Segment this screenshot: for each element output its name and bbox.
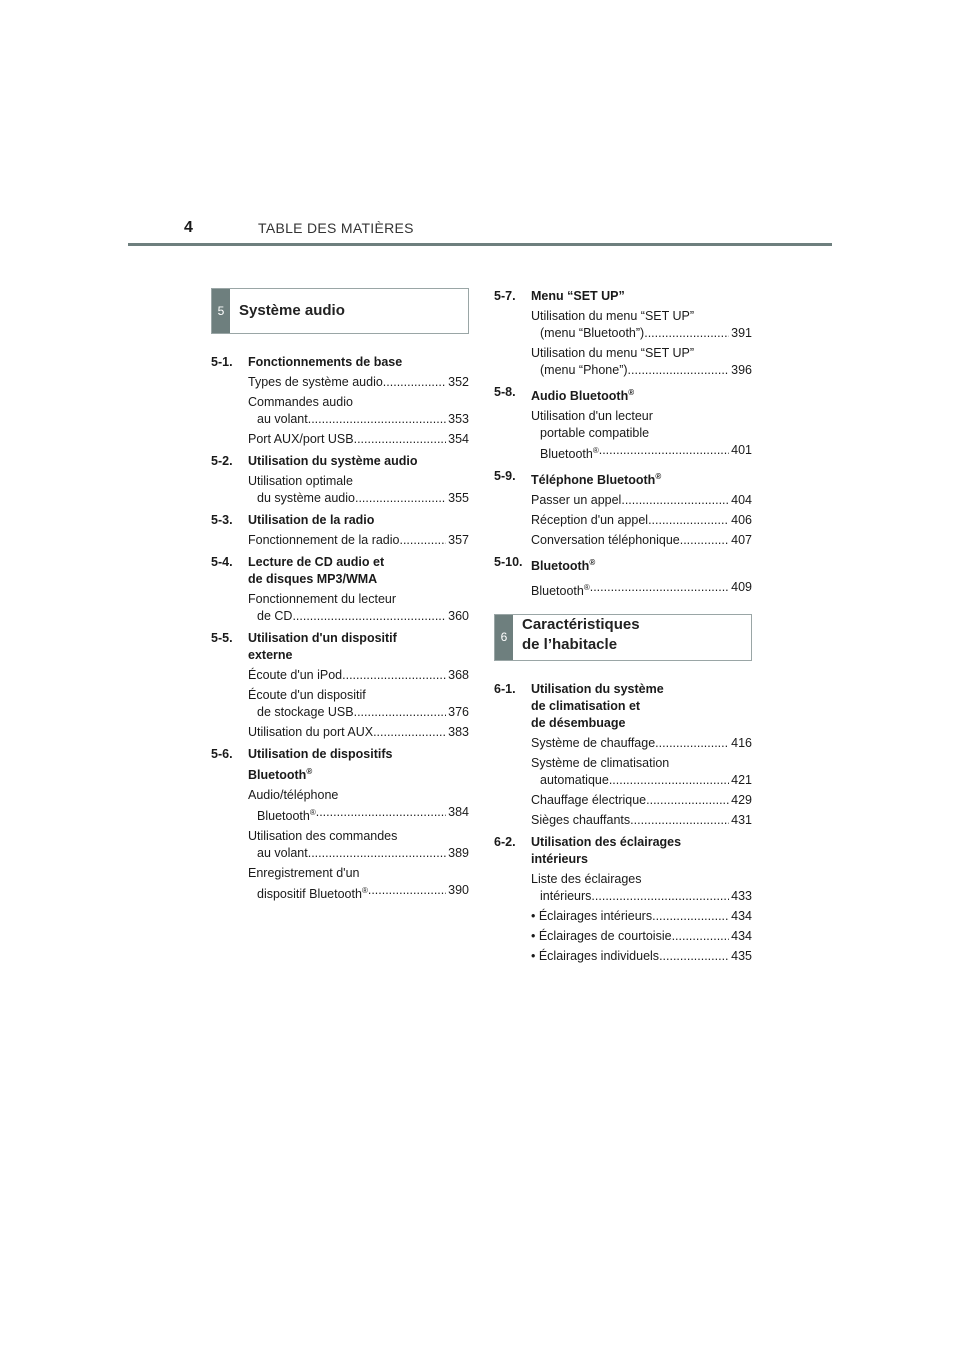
entry-page: 404 [731,493,752,508]
toc-chapter [494,384,752,463]
toc-chapter [211,554,469,625]
entry-text: de stockage USB [257,705,354,719]
chapter-number: 5-9. [494,469,516,484]
entry-page: 352 [448,375,469,389]
chapter-heading[interactable] [494,288,752,305]
entry-page: 384 [448,805,469,820]
leader-dots [655,735,729,752]
entry-page: 401 [731,443,752,458]
entry-page: 353 [448,412,469,426]
chapter-number: 5-10. [494,555,523,570]
chapter-heading[interactable] [211,354,469,371]
chapter-heading[interactable] [211,512,469,529]
entry-text: Types de système audio [248,375,383,389]
toc-entry[interactable] [211,431,469,448]
entry-page: 433 [731,888,752,903]
chapter-heading[interactable] [211,630,469,664]
entry-text: Conversation téléphonique [531,533,680,548]
chapter-list [494,681,752,965]
leader-dots [599,442,729,463]
leader-dots [342,667,446,684]
toc-chapter [211,453,469,507]
leader-dots [680,532,729,549]
toc-entry[interactable] [494,871,752,905]
entry-page: 368 [448,668,469,682]
entry-text: Chauffage électrique [531,792,647,807]
chapter-number: 5-7. [494,289,516,303]
entry-page: 407 [731,533,752,548]
leader-dots [646,792,729,809]
toc-entry[interactable] [494,812,752,829]
section-title: Système audio [239,302,345,319]
leader-dots [621,492,729,509]
entry-text: • Éclairages intérieurs [531,908,653,923]
chapter-number: 5-6. [211,747,233,761]
entry-text: de CD [257,609,293,623]
entry-text: Fonctionnement du lecteur [248,592,397,606]
entry-page: 376 [448,705,469,719]
entry-text: Bluetooth® [531,582,590,598]
chapter-title: Utilisation de la radio [248,513,375,527]
leader-dots [399,532,446,549]
chapter-heading[interactable] [494,834,752,868]
header-rule [128,243,832,246]
toc-chapter [211,746,469,903]
entry-text: Fonctionnement de la radio [248,533,400,547]
entry-page: 360 [448,609,469,623]
entry-text: • Éclairages de courtoisie [531,928,672,943]
toc-entry[interactable] [494,755,752,789]
section-number: 6 [495,615,513,660]
toc-entry[interactable] [211,394,469,428]
entry-text: Passer un appel [531,493,622,508]
toc-entry[interactable] [211,473,469,507]
entry-text: Utilisation d'un lecteur [531,409,653,424]
section-number: 5 [212,289,230,333]
entry-text: dispositif Bluetooth® [257,886,368,902]
leader-dots [591,888,729,905]
chapter-title: Menu “SET UP” [531,289,625,303]
leader-dots [373,724,446,741]
toc-entry[interactable] [494,792,752,809]
toc-entry[interactable] [494,308,752,342]
toc-chapter [494,681,752,829]
toc-chapter [494,288,752,379]
toc-chapter [494,554,752,599]
entry-page: 389 [448,846,469,861]
entry-text: (menu “Bluetooth”) [540,326,645,340]
chapter-number: 5-3. [211,513,233,527]
leader-dots [644,325,729,342]
chapter-title: Bluetooth® [531,558,596,574]
page-number: 4 [184,219,193,236]
chapter-heading[interactable] [494,681,752,732]
entry-page: 435 [731,948,752,963]
leader-dots [368,882,446,903]
entry-page: 391 [731,326,752,340]
entry-page: 431 [731,812,752,827]
entry-text: Utilisation du menu “SET UP” [531,346,695,360]
entry-text: Utilisation optimale [248,474,353,488]
leader-dots [609,772,729,789]
toc-entry[interactable] [494,532,752,549]
toc-entry[interactable] [211,532,469,549]
toc-entry[interactable] [211,591,469,625]
toc-chapter [211,630,469,741]
chapter-title: Lecture de CD audio et de disques MP3/WMA [248,555,385,586]
entry-text: Réception d'un appel [531,513,649,528]
chapter-title: Utilisation du système de climatisation et de désembuage [531,681,664,730]
toc-entry[interactable] [494,492,752,509]
leader-dots [590,579,729,600]
entry-page: 396 [731,363,752,377]
leader-dots [652,908,729,925]
entry-page: 390 [448,883,469,898]
leader-dots [628,362,730,379]
leader-dots [316,804,446,825]
chapter-heading[interactable] [494,468,752,489]
entry-text: Écoute d'un dispositif [248,688,366,702]
toc-entry[interactable] [494,512,752,529]
chapter-number: 5-2. [211,454,233,468]
toc-chapter [494,468,752,549]
toc-right-column [494,288,752,965]
toc-entry[interactable] [494,948,752,965]
chapter-number: 6-2. [494,834,516,849]
chapter-title: Utilisation du système audio [248,454,418,468]
entry-text: Bluetooth® [540,446,599,462]
toc-entry[interactable] [494,908,752,925]
chapter-number: 5-1. [211,355,233,369]
page-header [0,0,960,250]
toc-chapter [211,354,469,448]
toc-entry[interactable] [494,735,752,752]
chapter-title: Fonctionnements de base [248,355,403,369]
header-title: TABLE DES MATIÈRES [258,220,414,236]
leader-dots [630,812,729,829]
toc-entry[interactable] [211,865,469,903]
leader-dots [659,948,729,965]
chapter-title: Utilisation des éclairages intérieurs [531,834,682,866]
entry-text: au volant [257,846,308,861]
chapter-title: Utilisation d'un dispositif externe [248,631,397,662]
leader-dots [672,928,730,945]
entry-text: Port AUX/port USB [248,432,354,446]
entry-page: 416 [731,735,752,750]
chapter-number: 6-1. [494,681,516,696]
chapter-title: Audio Bluetooth® [531,388,635,404]
entry-text: Système de chauffage [531,735,656,750]
entry-page: 434 [731,908,752,923]
chapter-heading[interactable] [494,384,752,405]
entry-text: Bluetooth® [257,808,316,824]
entry-page: 354 [448,432,469,446]
chapter-number: 5-5. [211,631,233,645]
leader-dots [292,608,446,625]
entry-page: 406 [731,513,752,528]
entry-text: • Éclairages individuels [531,948,660,963]
entry-text: Commandes audio [248,395,353,409]
chapter-heading[interactable] [211,453,469,470]
entry-text: Audio/téléphone [248,788,339,803]
entry-text: Liste des éclairages [531,871,642,886]
toc-entry[interactable] [211,828,469,862]
entry-text: Enregistrement d'un [248,866,360,881]
entry-text: automatique [540,772,609,787]
chapter-title: Téléphone Bluetooth® [531,472,662,488]
entry-page: 357 [448,533,469,547]
entry-text: Système de climatisation [531,755,670,770]
entry-page: 409 [731,579,752,594]
leader-dots [308,845,446,862]
leader-dots [648,512,729,529]
toc-entry[interactable] [211,787,469,825]
toc-entry[interactable] [494,928,752,945]
section-box-5 [211,288,469,334]
toc-entry[interactable] [211,687,469,721]
toc-entry[interactable] [494,579,752,600]
leader-dots [308,411,446,428]
chapter-heading[interactable] [494,554,752,575]
entry-text: intérieurs [540,888,592,903]
entry-page: 355 [448,491,469,505]
section-title: Caractéristiques de l’habitacle [522,615,640,653]
entry-text: Utilisation des commandes [248,829,398,844]
toc-entry[interactable] [494,408,752,463]
entry-page: 429 [731,792,752,807]
leader-dots [383,374,446,391]
chapter-number: 5-8. [494,385,516,399]
chapter-title: Utilisation de dispositifs Bluetooth® [248,747,393,783]
entry-page: 434 [731,928,752,943]
entry-page: 383 [448,725,469,739]
entry-text: du système audio [257,491,355,505]
entry-text: Sièges chauffants [531,812,631,827]
toc-chapter [211,512,469,549]
entry-text: Utilisation du menu “SET UP” [531,309,695,323]
entry-text: Écoute d'un iPod [248,668,343,682]
toc-entry[interactable] [211,724,469,741]
chapter-list [211,354,469,903]
chapter-heading[interactable] [211,746,469,784]
leader-dots [355,490,446,507]
entry-text: (menu “Phone”) [540,363,628,377]
section-box-6 [494,614,752,661]
entry-page: 421 [731,772,752,787]
toc-left-column [211,288,469,903]
toc-entry[interactable] [211,667,469,684]
entry-text: Utilisation du port AUX [248,725,374,739]
leader-dots [354,431,447,448]
toc-entry[interactable] [494,345,752,379]
entry-text: portable compatible [540,426,650,441]
chapter-number: 5-4. [211,555,233,569]
chapter-list [494,288,752,600]
leader-dots [354,704,447,721]
entry-text: au volant [257,412,308,426]
chapter-heading[interactable] [211,554,469,588]
toc-chapter [494,834,752,965]
toc-entry[interactable] [211,374,469,391]
